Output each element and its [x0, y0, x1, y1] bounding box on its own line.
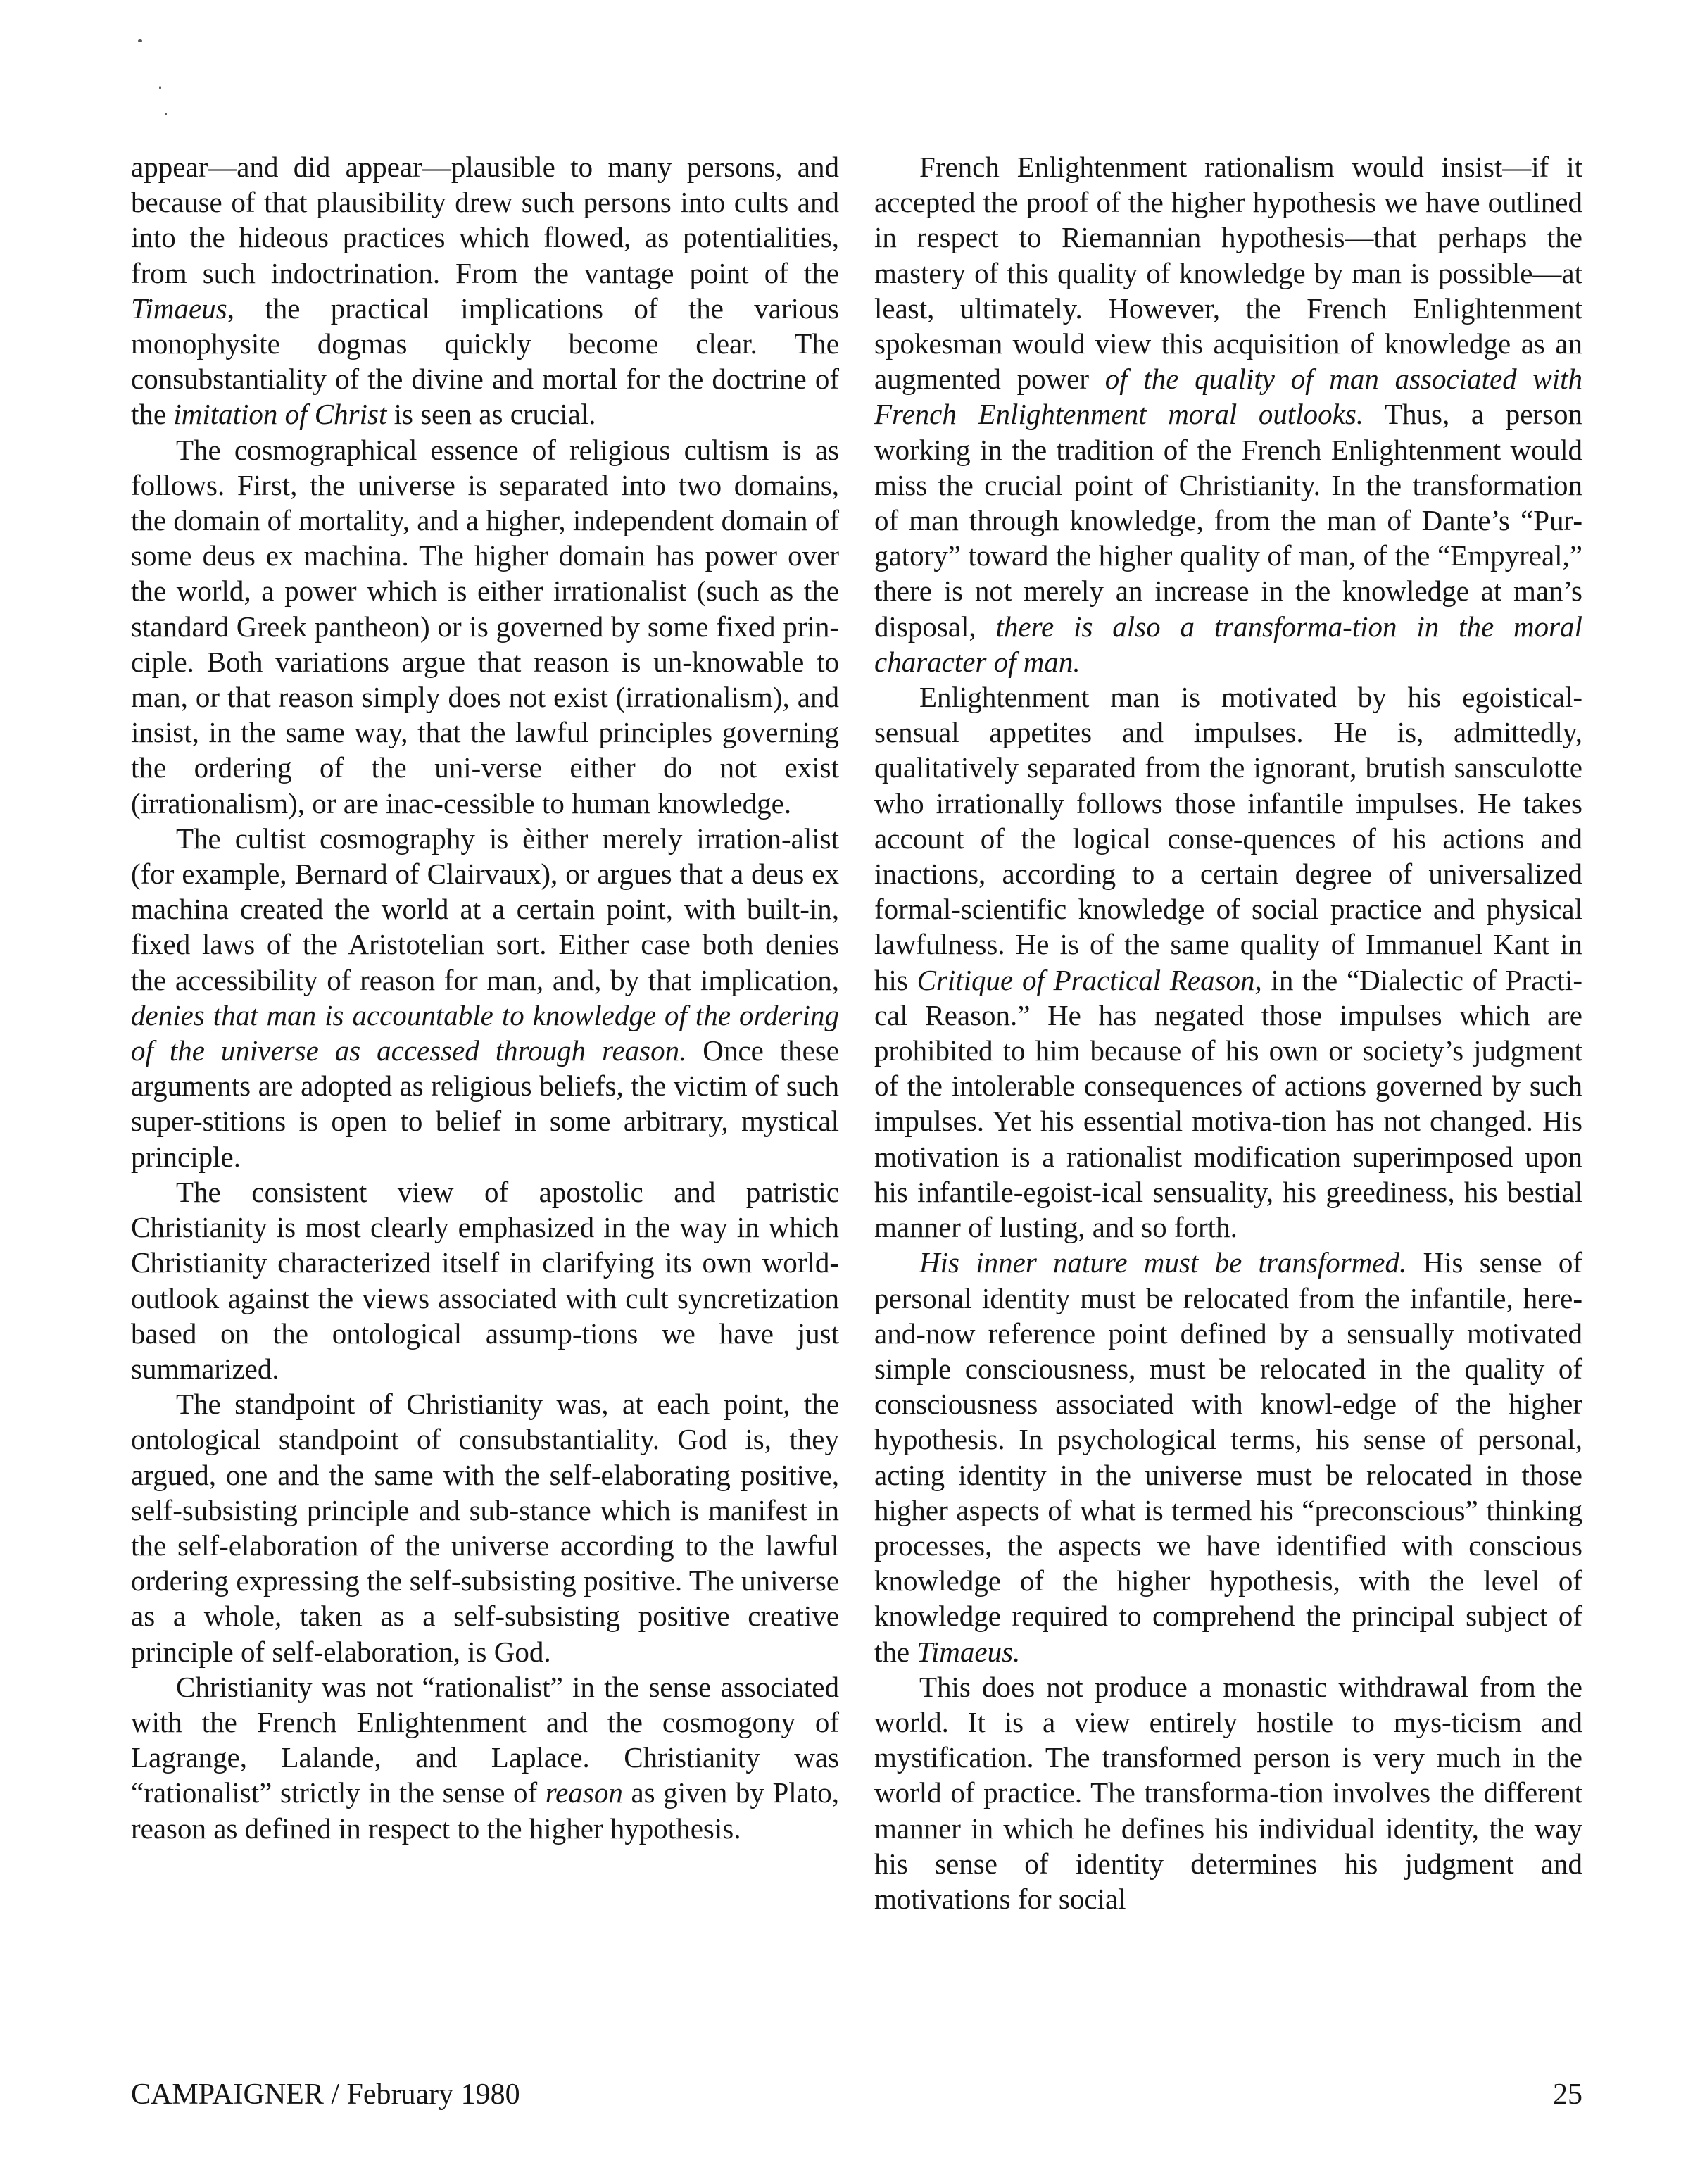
italic-text: Timaeus.: [917, 1635, 1021, 1668]
italic-text: Timaeus,: [131, 291, 234, 325]
paragraph: [874, 679, 1582, 1245]
left-column: [131, 149, 839, 1846]
scan-speck: [159, 86, 161, 89]
text-run: as given by Plato, reason as defined in respect to the higher hypothesis.: [131, 1776, 839, 1845]
italic-text: imitation of Christ: [173, 398, 387, 431]
italic-text: there is also a transforma-tion in the moral character of man.: [874, 610, 1582, 678]
paragraph: [131, 1669, 839, 1846]
text-run: The consistent view of apostolic and patristic Christianity is most clearly emphasized in the way in which Christianity characterized itself in clarifying its own world-outlook against the views associated with cult syncretization based on the ontological assump-tions we have just summarized.: [131, 1175, 839, 1385]
text-run: in the “Dialectic of Practi-cal Reason.” He has negated those impulses which are prohibited to him because of his own or society’s judgment of the intolerable consequences of actions governed by such impulses. Yet his essential motiva-tion has not changed. His motivation is a rationalist modification superimposed upon his infantile-egoist-ical sensuality, his greediness, his bestial manner of lusting, and so forth.: [874, 963, 1582, 1244]
italic-text: His inner nature must be transformed.: [919, 1246, 1407, 1279]
text-run: is seen as crucial.: [386, 398, 596, 431]
paragraph: [874, 149, 1582, 679]
paragraph: [131, 432, 839, 821]
text-run: The standpoint of Christianity was, at each point, the ontological standpoint of consubstantiality. God is, they argued, one and the same with the self-elaborating positive, self-subsisting principle and sub-stance which is manifest in the self-elaboration of the universe according to the lawful ordering expressing the self-subsisting positive. The universe as a whole, taken as a self-subsisting positive creative principle of self-elaboration, is God.: [131, 1388, 839, 1668]
italic-text: reason: [545, 1776, 623, 1809]
text-run: French Enlightenment rationalism would insist—if it accepted the proof of the higher hypothesis we have outlined in respect to Riemannian hypothesis—that perhaps the mastery of this quality of knowledge by man is possible—at least, ultimately. However, the French Enlightenment spokesman would view this acquisition of knowledge as an augmented power: [874, 151, 1582, 396]
text-run: Once these arguments are adopted as religious beliefs, the victim of such super-stitions is open to belief in some arbitrary, mystical principle.: [131, 1034, 839, 1173]
text-run: This does not produce a monastic withdrawal from the world. It is a view entirely hostile to mys-ticism and mystification. The transformed person is very much in the world of practice. The transforma-tion involves the different manner in which he defines his individual identity, the way his sense of identity determines his judgment and motivations for social: [874, 1670, 1582, 1915]
text-run: Christianity was not “rationalist” in the sense associated with the French Enlightenment and the cosmogony of Lagrange, Lalande, and Laplace. Christianity was “rationalist” strictly in the sense of: [131, 1670, 839, 1809]
text-run: the practical implications of the various monophysite dogmas quickly become clear. The consubstantiality of the divine and mortal for the doctrine of the: [131, 291, 839, 431]
text-run: appear—and did appear—plausible to many persons, and because of that plausibility drew such persons into cults and into the hideous practices which flowed, as potentialities, from such indoctrination. From the vantage point of the: [131, 151, 839, 289]
paragraph: [131, 149, 839, 432]
text-run: The cultist cosmography is èither merely irration-alist (for example, Bernard of Clairvaux), or argues that a deus ex machina created the world at a certain point, with built-in, fixed laws of the Aristotelian sort. Either case both denies the accessibility of reason for man, and, by that implication,: [131, 822, 839, 996]
text-run: His sense of personal identity must be relocated from the infantile, here-and-now reference point defined by a sensually motivated simple consciousness, must be relocated in the quality of consciousness associated with knowl-edge of the higher hypothesis. In psychological terms, his sense of personal, acting identity in the universe must be relocated in those higher aspects of what is termed his “preconscious” thinking processes, the aspects we have identified with conscious knowledge of the higher hypothesis, with the level of knowledge required to comprehend the principal subject of the: [874, 1246, 1582, 1668]
text-run: Thus, a person working in the tradition of the French Enlightenment would miss the crucial point of Christianity. In the transformation of man through knowledge, from the man of Dante’s “Pur-gatory” toward the higher quality of man, of the “Empyreal,” there is not merely an increase in the knowledge at man’s disposal,: [874, 398, 1582, 643]
paragraph: [874, 1245, 1582, 1669]
scan-speck: [165, 113, 167, 115]
paragraph: [131, 1174, 839, 1386]
right-column: [874, 149, 1582, 1916]
italic-text: Critique of Practical Reason,: [917, 963, 1262, 996]
page-number: 25: [1553, 2078, 1582, 2111]
scan-speck: [138, 39, 142, 42]
italic-text: of the quality of man associated with French Enlightenment moral outlooks.: [874, 363, 1582, 431]
paragraph: [874, 1669, 1582, 1916]
paragraph: [131, 1386, 839, 1669]
italic-text: denies that man is accountable to knowledge of the ordering of the universe as accessed through reason.: [131, 998, 839, 1067]
paragraph: [131, 821, 839, 1174]
text-run: The cosmographical essence of religious cultism is as follows. First, the universe is separated into two domains, the domain of mortality, and a higher, independent domain of some deus ex machina. The higher domain has power over the world, a power which is either irrationalist (such as the standard Greek pantheon) or is governed by some fixed prin-ciple. Both variations argue that reason is un-knowable to man, or that reason simply does not exist (irrationalism), and insist, in the same way, that the lawful principles governing the ordering of the uni-verse either do not exist (irrationalism), or are inac-cessible to human knowledge.: [131, 433, 839, 820]
footer-publication: CAMPAIGNER / February 1980: [131, 2078, 520, 2111]
text-run: Enlightenment man is motivated by his egoistical-sensual appetites and impulses. He is, admittedly, qualitatively separated from the ignorant, brutish sansculotte who irrationally follows those infantile impulses. He takes account of the logical conse-quences of his actions and inactions, according to a certain degree of universalized formal-scientific knowledge of social practice and physical lawfulness. He is of the same quality of Immanuel Kant in his: [874, 681, 1582, 996]
